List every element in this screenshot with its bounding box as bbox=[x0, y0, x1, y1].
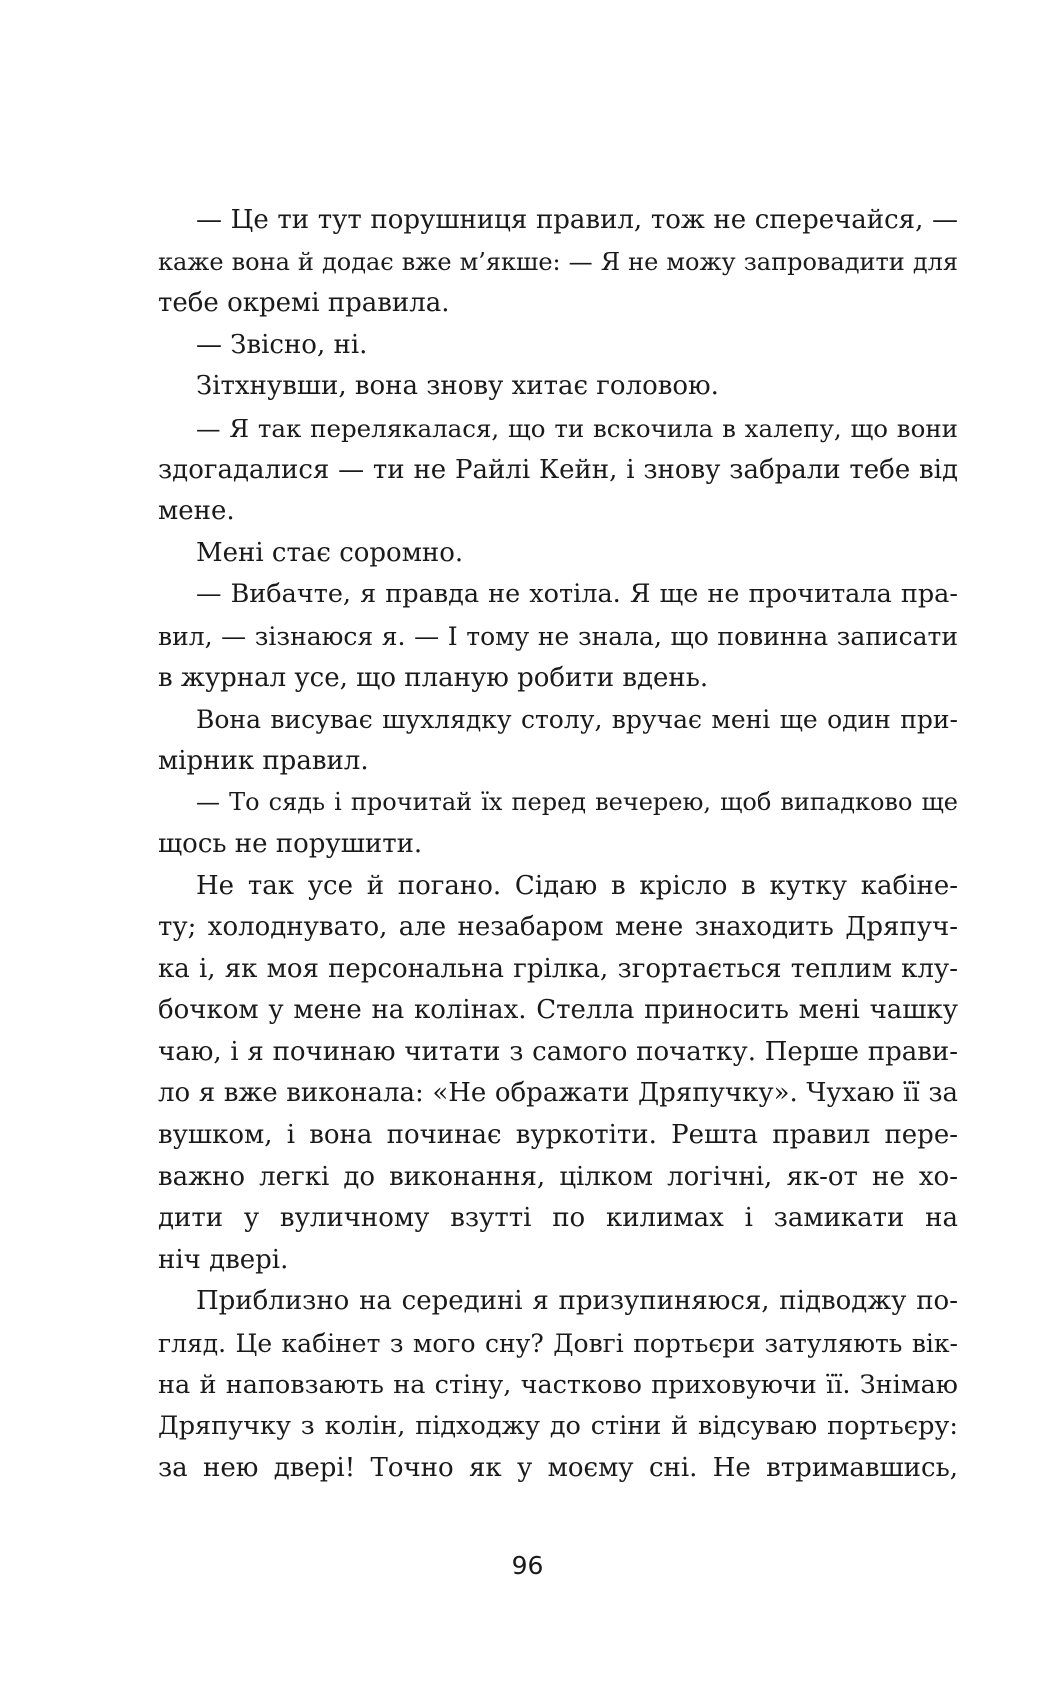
text-line: бочком у мене на колінах. Стелла приносить мені чашку bbox=[158, 995, 958, 1026]
text-line: вушком, і вона починає вуркотіти. Решта правил пере- bbox=[158, 1120, 958, 1151]
text-line: — Це ти тут порушниця правил, тож не сперечайся, — bbox=[196, 205, 958, 235]
text-line: чаю, і я починаю читати з самого початку. Перше прави- bbox=[158, 1036, 958, 1067]
text-line: щось не порушити. bbox=[158, 828, 423, 859]
text-line: дити у вуличному взутті по килимах і замикати на bbox=[158, 1203, 958, 1234]
body-text bbox=[158, 200, 958, 1489]
text-line: вил, — зізнаюся я. — І тому не знала, що повинна записати bbox=[158, 621, 958, 651]
text-line: — Я так перелякалася, що ти вскочила в халепу, що вони bbox=[196, 413, 958, 443]
text-line: ло я вже виконала: «Не ображати Дряпучку». Чухаю її за bbox=[158, 1078, 958, 1109]
page-number: 96 bbox=[511, 1551, 544, 1580]
text-line: мірник правил. bbox=[158, 745, 369, 776]
text-line: ніч двері. bbox=[158, 1244, 289, 1275]
text-line: — Вибачте, я правда не хотіла. Я ще не прочитала пра- bbox=[196, 579, 958, 610]
text-line: гляд. Це кабінет з мого сну? Довгі портьєри затуляють вік- bbox=[158, 1329, 958, 1359]
text-line: Приблизно на середині я призупиняюся, підводжу по- bbox=[196, 1286, 958, 1317]
text-line: ка і, як моя персональна грілка, згортається теплим клу- bbox=[158, 953, 958, 984]
text-line: в журнал усе, що планую робити вдень. bbox=[158, 662, 709, 693]
text-line: здогадалися — ти не Райлі Кейн, і знову забрали тебе від bbox=[158, 454, 958, 485]
text-line: каже вона й додає вже м’якше: — Я не можу запровадити для bbox=[158, 247, 958, 276]
text-line: ту; холоднувато, але незабаром мене знаходить Дряпуч- bbox=[158, 912, 958, 943]
text-line: — То сядь і прочитай їх перед вечерею, щоб випадково ще bbox=[196, 788, 958, 817]
text-line: Дряпучку з колін, підходжу до стіни й відсуваю портьєру: bbox=[158, 1411, 958, 1442]
text-line: Мені стає соромно. bbox=[196, 537, 464, 568]
text-line: важно легкі до виконання, цілком логічні, як-от не хо- bbox=[158, 1161, 958, 1192]
text-line: на й наповзають на стіну, частково приховуючи її. Знімаю bbox=[158, 1369, 958, 1400]
text-line: за нею двері! Точно як у моєму сні. Не втримавшись, bbox=[158, 1452, 958, 1483]
text-line: Зітхнувши, вона знову хитає головою. bbox=[196, 371, 719, 402]
text-line: Вона висуває шухлядку столу, вручає мені ще один при- bbox=[196, 705, 958, 735]
text-line: тебе окремі правила. bbox=[158, 288, 450, 319]
text-line: мене. bbox=[158, 496, 235, 527]
text-line: — Звісно, ні. bbox=[196, 329, 368, 360]
text-line: Не так усе й погано. Сідаю в крісло в кутку кабіне- bbox=[196, 870, 958, 901]
